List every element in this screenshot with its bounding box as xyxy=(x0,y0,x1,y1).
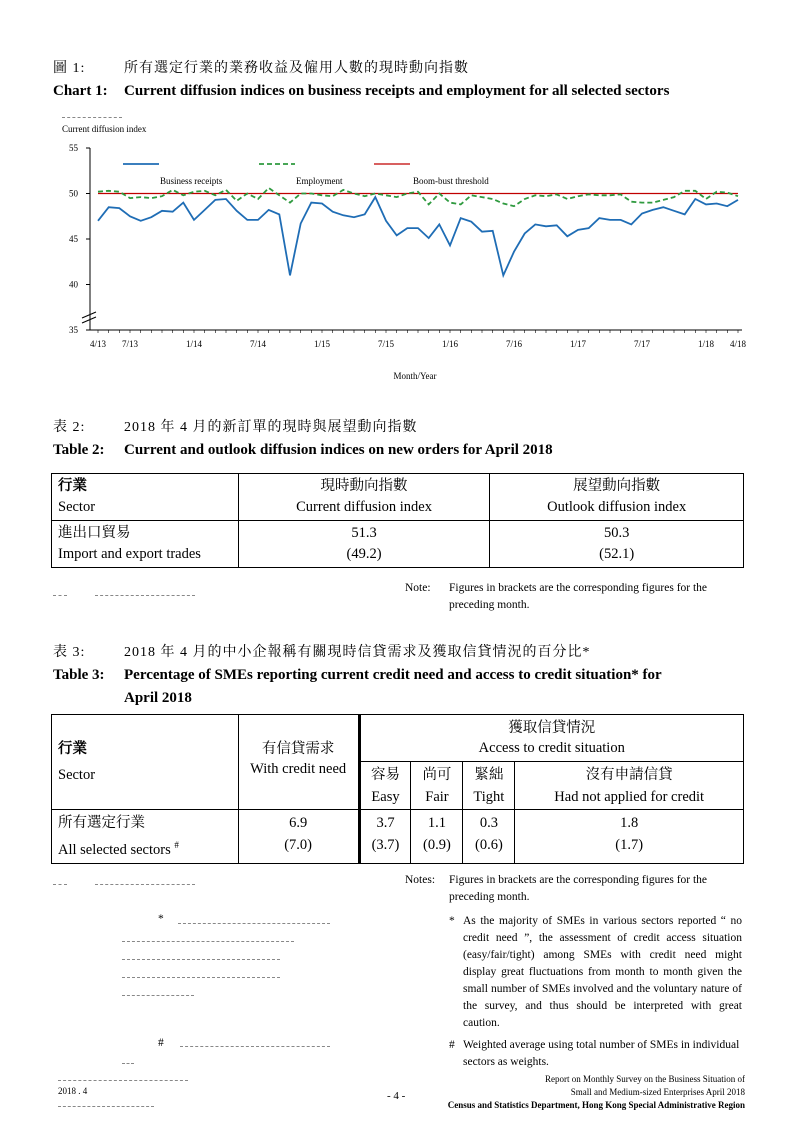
t3-note-3-mark: # xyxy=(449,1039,455,1051)
placeholder-line xyxy=(122,977,280,978)
t3-head-access: 獲取信貸情況 Access to credit situation xyxy=(359,715,743,762)
t3-notes-label: Notes: xyxy=(405,874,436,886)
t3-fair-value: 1.1 (0.9) xyxy=(411,810,463,864)
legend-label: Employment xyxy=(296,176,343,186)
chart1-caption-zh: 所有選定行業的業務收益及僱用人數的現時動向指數 xyxy=(124,61,469,76)
placeholder-line xyxy=(122,995,194,996)
business-receipts-line xyxy=(98,197,738,275)
placeholder-line xyxy=(58,1106,154,1107)
placeholder-line xyxy=(53,595,67,596)
footer-left-date: 2018 . 4 xyxy=(58,1086,88,1096)
y-tick-label: 40 xyxy=(69,279,78,290)
t3-head-easy: 容易 Easy xyxy=(359,762,411,810)
footer-right-2: Small and Medium-sized Enterprises April 2018 xyxy=(570,1087,745,1097)
x-axis-label: Month/Year xyxy=(393,371,437,381)
t3-note-2: As the majority of SMEs in various sectors reported “ no credit need ”, the assessment of credit access situation (easy/fair/tight) among SMEs with credit need might display great fluctuations from month to month given the small number of SMEs involved and the voluntary nature of the survey, and thus should be interpreted with great caution. xyxy=(463,915,742,1029)
y-tick-label: 35 xyxy=(69,325,78,335)
table2-caption-en: Current and outlook diffusion indices on new orders for April 2018 xyxy=(124,442,553,458)
axis-break xyxy=(82,312,96,323)
table-row xyxy=(52,810,744,864)
t2-outlook-value: 50.3 (52.1) xyxy=(490,521,744,568)
table3 xyxy=(51,714,744,864)
table3-caption-en-label: Table 3: xyxy=(53,667,105,683)
table2-caption-zh: 2018 年 4 月的新訂單的現時與展望動向指數 xyxy=(124,420,418,435)
t2-note-text: Figures in brackets are the corresponding figures for the preceding month. xyxy=(449,582,708,611)
zh-note-star-mark: * xyxy=(158,913,164,925)
table3-caption-en-1: Percentage of SMEs reporting current credit need and access to credit situation* for xyxy=(124,667,662,683)
t3-head-not-applied: 沒有申請信貸 Had not applied for credit xyxy=(515,762,744,810)
table2-caption-zh-label: 表 2: xyxy=(53,420,86,435)
t3-head-sector: 行業 Sector xyxy=(52,715,239,810)
placeholder-line xyxy=(53,884,67,885)
t3-note-2-mark: * xyxy=(449,915,455,927)
placeholder-line xyxy=(58,1080,188,1081)
x-tick-label: 1/18 xyxy=(697,339,715,349)
t3-head-tight: 緊絀 Tight xyxy=(463,762,515,810)
placeholder-line xyxy=(95,595,195,596)
placeholder-line xyxy=(122,959,280,960)
zh-note-hash-mark: # xyxy=(158,1037,164,1049)
chart1-caption-en: Current diffusion indices on business receipts and employment for all selected sectors xyxy=(124,83,670,99)
x-tick-label: 7/13 xyxy=(121,339,139,349)
t3-easy-value: 3.7 (3.7) xyxy=(359,810,411,864)
chart1-caption-en-label: Chart 1: xyxy=(53,83,108,99)
x-tick-label: 1/15 xyxy=(313,339,331,349)
t3-note-3: Weighted average using total number of SMEs in individual sectors as weights. xyxy=(463,1039,740,1068)
t3-credit-need-value: 6.9 (7.0) xyxy=(238,810,359,864)
y-tick-label: 50 xyxy=(69,188,78,199)
table2-caption-en-label: Table 2: xyxy=(53,442,105,458)
t2-head-sector: 行業 Sector xyxy=(52,474,239,521)
t2-current-value: 51.3 (49.2) xyxy=(238,521,490,568)
t2-head-current: 現時動向指數 Current diffusion index xyxy=(238,474,490,521)
t3-not-applied-value: 1.8 (1.7) xyxy=(515,810,744,864)
x-tick-label: 7/15 xyxy=(377,339,395,349)
x-tick-label: 4/18 xyxy=(729,339,747,349)
t3-row-sector: 所有選定行業 All selected sectors # xyxy=(52,810,239,864)
t2-note-label: Note: xyxy=(405,582,431,594)
chart1 xyxy=(0,0,793,390)
footer-right-3: Census and Statistics Department, Hong Kong Special Administrative Region xyxy=(447,1100,745,1110)
y-tick-label: 45 xyxy=(69,234,78,244)
table3-caption-zh-label: 表 3: xyxy=(53,645,86,660)
x-tick-label: 1/17 xyxy=(569,339,587,349)
t3-head-fair: 尚可 Fair xyxy=(411,762,463,810)
table3-caption-zh: 2018 年 4 月的中小企報稱有關現時信貸需求及獲取信貸情況的百分比* xyxy=(124,645,591,660)
x-tick-label: 1/16 xyxy=(441,339,459,349)
x-tick-label: 1/14 xyxy=(185,339,203,349)
placeholder-line xyxy=(122,1063,134,1064)
x-tick-label: 7/14 xyxy=(249,339,267,349)
t3-tight-value: 0.3 (0.6) xyxy=(463,810,515,864)
legend-label: Business receipts xyxy=(160,176,223,186)
page-number: - 4 - xyxy=(387,1090,406,1102)
placeholder-line xyxy=(95,884,195,885)
x-tick-label: 7/17 xyxy=(633,339,651,349)
x-tick-label: 4/13 xyxy=(89,339,107,349)
table2 xyxy=(51,473,744,568)
table-row xyxy=(52,521,744,568)
employment-line xyxy=(98,188,738,206)
placeholder-line xyxy=(122,941,294,942)
y-axis-label: Current diffusion index xyxy=(62,124,147,134)
t2-head-outlook: 展望動向指數 Outlook diffusion index xyxy=(490,474,744,521)
chart1-caption-zh-label: 圖 1: xyxy=(53,61,86,76)
x-tick-label: 7/16 xyxy=(505,339,523,349)
t2-row-sector: 進出口貿易 Import and export trades xyxy=(52,521,239,568)
placeholder-line xyxy=(178,923,330,924)
y-tick-label: 55 xyxy=(69,143,78,153)
t3-head-credit-need: 有信貸需求 With credit need xyxy=(238,715,359,810)
table3-caption-en-2: April 2018 xyxy=(124,690,192,706)
footer-right-1: Report on Monthly Survey on the Business Situation of xyxy=(545,1074,745,1084)
t3-note-1: Figures in brackets are the corresponding figures for the preceding month. xyxy=(449,874,708,903)
legend-label: Boom-bust threshold xyxy=(413,176,489,186)
placeholder-line xyxy=(180,1046,330,1047)
